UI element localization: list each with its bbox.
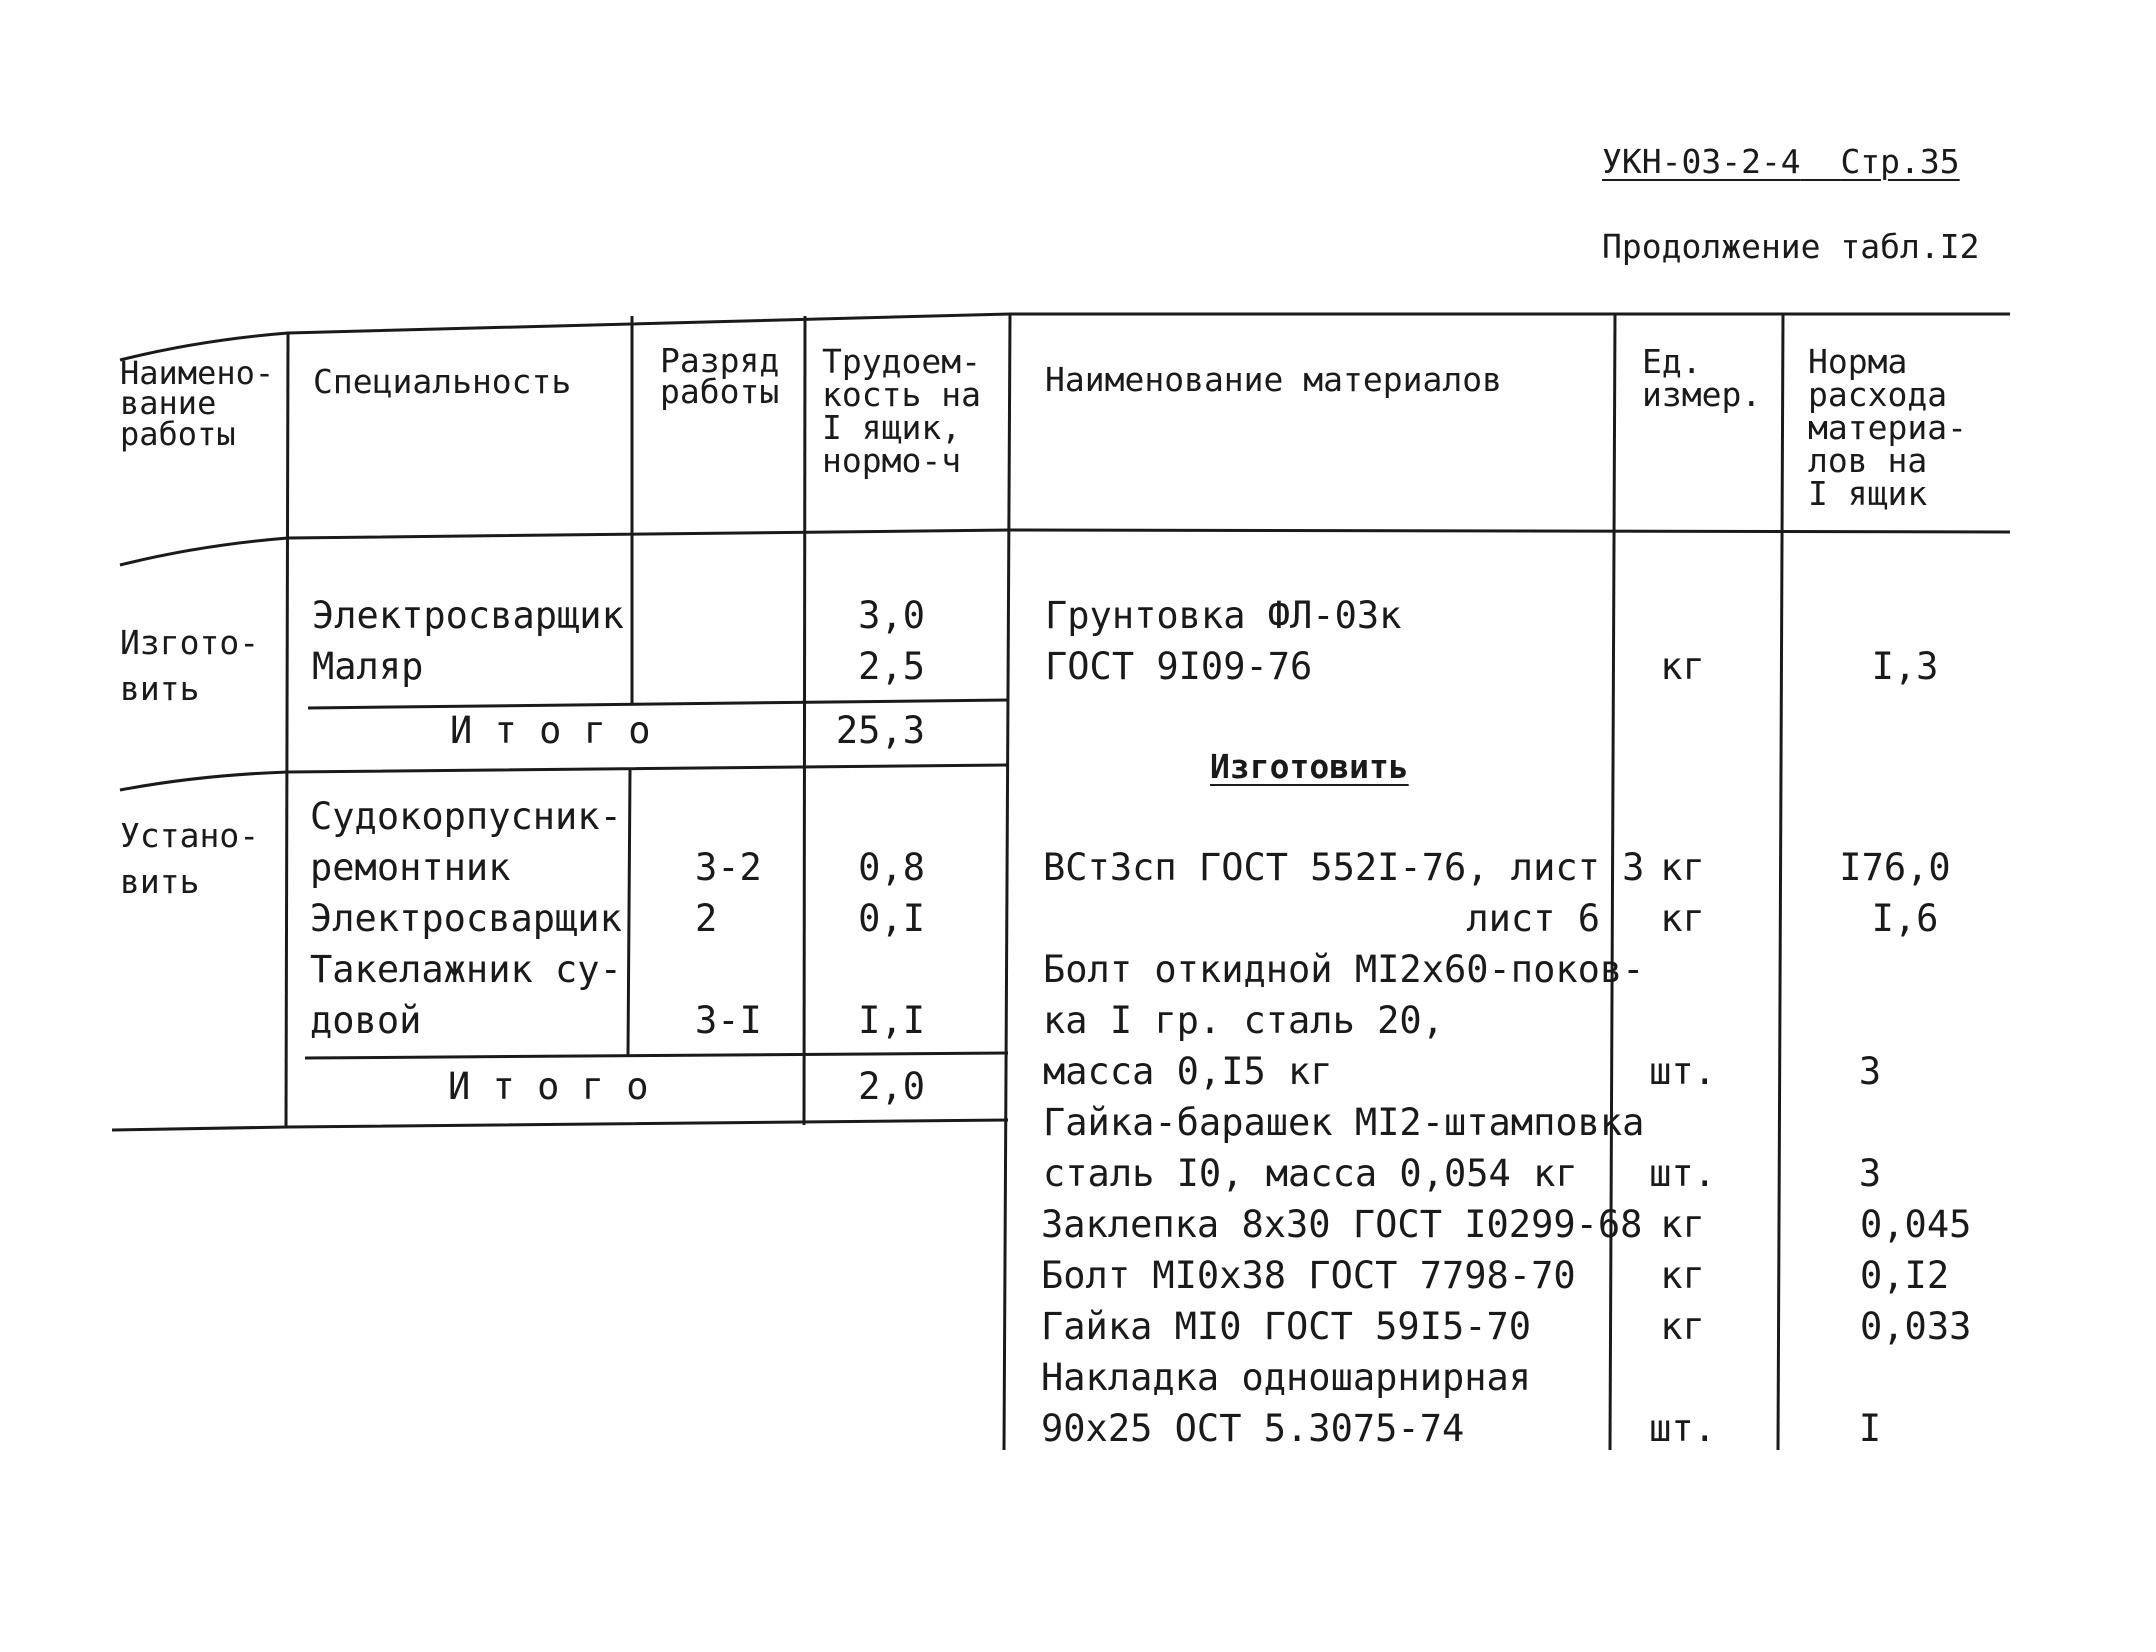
- header-norm-line: I ящик: [1808, 474, 1928, 513]
- unit-cell: кг: [1660, 846, 1705, 889]
- norm-cell: I,3: [1871, 645, 1939, 688]
- specialty-cell: довой: [310, 999, 422, 1042]
- specialty-cell: Такелажник су-: [310, 948, 622, 991]
- work-name-line: вить: [120, 862, 200, 902]
- norm-cell: 0,I2: [1860, 1254, 1950, 1297]
- header-labor-line: нормо-ч: [822, 441, 962, 480]
- header-grade: [660, 341, 780, 412]
- specialty-cell: Электросварщик: [310, 897, 622, 940]
- unit-cell: кг: [1660, 897, 1705, 940]
- header-unit-line: Ед.: [1642, 342, 1702, 381]
- material-line: ВСт3сп ГОСТ 552I-76, лист 3: [1043, 846, 1645, 889]
- labor-cell: 0,8: [858, 846, 925, 889]
- material-line: Гайка МI0 ГОСТ 59I5-70: [1041, 1305, 1532, 1348]
- labor-cell: 3,0: [858, 594, 925, 637]
- header-norm: [1808, 342, 1967, 513]
- material-line: Гайка-барашек МI2-штамповка: [1043, 1101, 1645, 1144]
- total-label: И т о г о: [448, 1065, 649, 1108]
- norm-cell: 3: [1858, 1152, 1882, 1195]
- norm-cell: 0,033: [1860, 1305, 1972, 1348]
- unit-cell: шт.: [1649, 1407, 1716, 1450]
- grade-cell: 3-I: [695, 999, 762, 1042]
- unit-cell: кг: [1660, 1203, 1705, 1246]
- materials-left-divider: [1004, 314, 1010, 1450]
- work-name: [120, 813, 259, 905]
- header-labor: [822, 342, 981, 480]
- header-norm-line: Норма: [1808, 342, 1908, 381]
- labor-cell: 0,I: [858, 897, 925, 940]
- material-line: ГОСТ 9I09-76: [1045, 645, 1313, 688]
- total-label: И т о г о: [450, 709, 651, 752]
- doc-ref: УКН-03-2-4: [1602, 142, 1801, 181]
- material-line: масса 0,I5 кг: [1043, 1050, 1333, 1093]
- header-labor-line: кость на: [822, 375, 981, 414]
- header-unit: [1642, 342, 1762, 414]
- grade-cell: 2: [695, 897, 718, 940]
- group-separator-rule: [120, 765, 1008, 790]
- unit-cell: кг: [1660, 1254, 1705, 1297]
- specialty-cell: Маляр: [312, 645, 424, 688]
- material-line: Болт МI0х38 ГОСТ 7798-70: [1041, 1254, 1576, 1297]
- material-subheading: Изготовить: [1210, 747, 1409, 786]
- norm-cell: I: [1858, 1407, 1882, 1450]
- header-norm-line: расхода: [1808, 375, 1948, 414]
- header-work-name-line: Наимено-: [120, 354, 275, 392]
- header-specialty: Специальность: [313, 362, 572, 401]
- header-work-name: [120, 354, 275, 453]
- itogo2-rule: [305, 1053, 1008, 1058]
- material-line: ка I гр. сталь 20,: [1043, 999, 1444, 1042]
- page-ref: Стр.35: [1840, 142, 1960, 181]
- material-line: сталь I0, масса 0,054 кг: [1043, 1152, 1578, 1195]
- col1-divider: [286, 333, 288, 1127]
- header-unit-line: измер.: [1642, 375, 1762, 414]
- unit-cell: кг: [1660, 645, 1705, 688]
- total-value: 25,3: [835, 709, 925, 752]
- header-bottom-rule: [120, 530, 2010, 565]
- header-labor-line: Трудоем-: [822, 342, 981, 381]
- table-continuation-caption: Продолжение табл.I2: [1602, 227, 1980, 266]
- norm-cell: 3: [1858, 1050, 1882, 1093]
- material-line: 90х25 ОСТ 5.3075-74: [1041, 1407, 1465, 1450]
- total-value: 2,0: [858, 1065, 925, 1108]
- itogo1-rule: [308, 700, 1008, 708]
- header-labor-line: I ящик,: [822, 408, 962, 447]
- material-line: лист 6: [1466, 897, 1600, 940]
- materials-norm-divider: [1778, 314, 1783, 1450]
- labor-cell: I,I: [858, 999, 925, 1042]
- specialty-cell: Электросварщик: [312, 594, 624, 637]
- header-norm-line: материа-: [1808, 408, 1967, 447]
- unit-cell: шт.: [1649, 1050, 1716, 1093]
- header-grade-line: работы: [660, 372, 780, 412]
- header-grade-line: Разряд: [660, 341, 780, 380]
- work-name-line: Изгото-: [120, 623, 260, 662]
- material-line: Грунтовка ФЛ-03к: [1045, 594, 1402, 637]
- work-name-line: вить: [120, 669, 200, 709]
- work-name: [120, 620, 259, 712]
- specialty-cell: Судокорпусник-: [310, 795, 622, 838]
- header-work-name-line: работы: [120, 414, 236, 453]
- work-name-line: Устано-: [120, 816, 260, 855]
- unit-cell: кг: [1660, 1305, 1705, 1348]
- header-norm-line: лов на: [1808, 441, 1928, 480]
- table-bottom-rule: [112, 1120, 1008, 1130]
- grade-cell: 3-2: [695, 846, 762, 889]
- unit-cell: шт.: [1649, 1152, 1716, 1195]
- norm-cell: I,6: [1871, 897, 1939, 940]
- labor-cell: 2,5: [858, 645, 925, 688]
- material-line: Накладка одношарнирная: [1041, 1356, 1532, 1399]
- specialty-cell: ремонтник: [310, 846, 511, 889]
- norm-cell: 0,045: [1860, 1203, 1972, 1246]
- material-line: Заклепка 8х30 ГОСТ I0299-68: [1041, 1203, 1643, 1246]
- header-work-name-line: вание: [120, 384, 217, 423]
- norm-cell: I76,0: [1839, 846, 1951, 889]
- header-material: Наименование материалов: [1045, 360, 1502, 399]
- material-line: Болт откидной МI2х60-поков-: [1043, 948, 1645, 991]
